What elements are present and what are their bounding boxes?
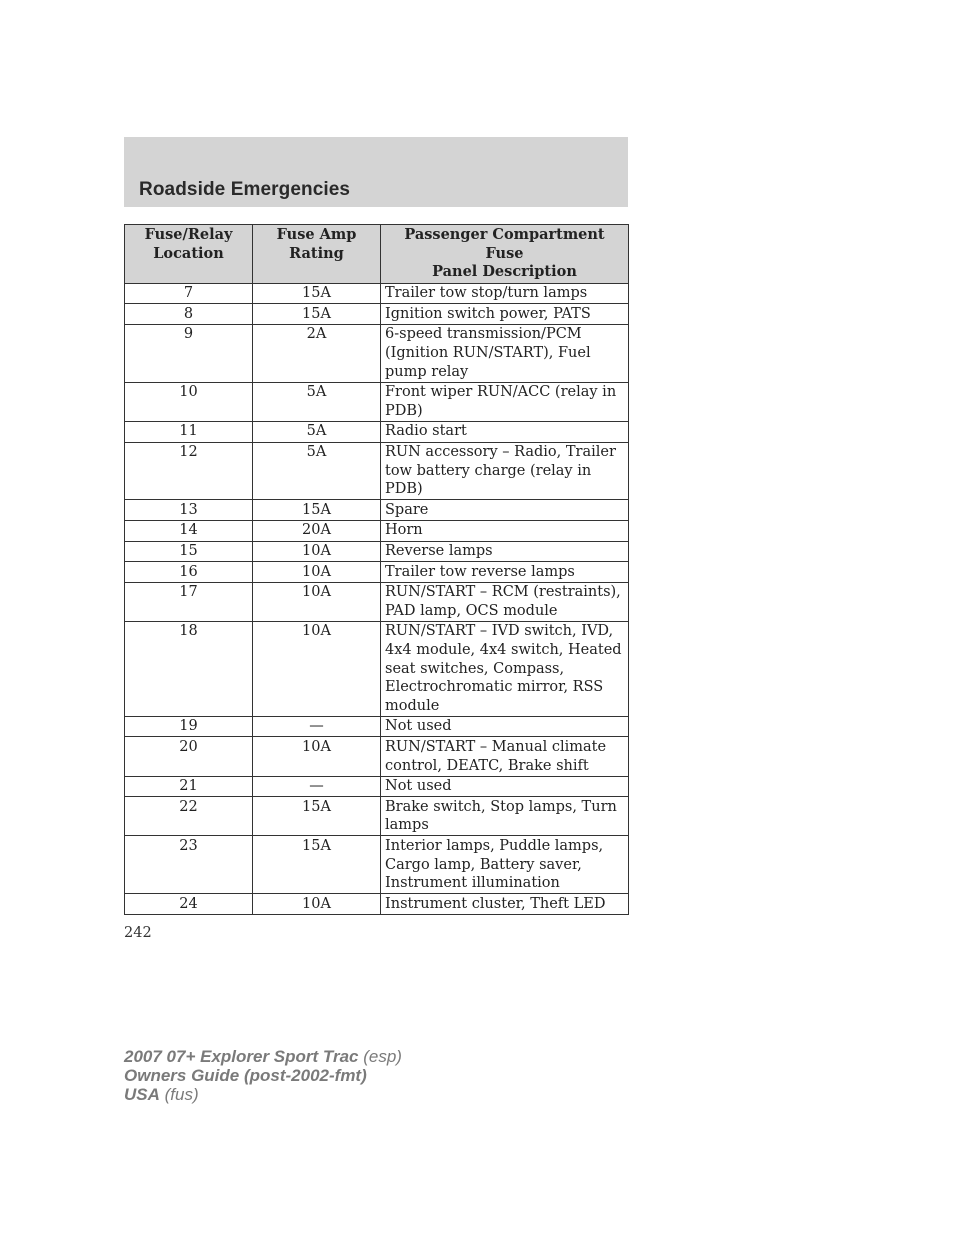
table-row bbox=[125, 562, 629, 583]
cell-description: RUN accessory – Radio, Trailer tow battery charge (relay in PDB) bbox=[381, 442, 629, 500]
table-row bbox=[125, 797, 629, 836]
footer-line-2: Owners Guide (post-2002-fmt) bbox=[124, 1066, 367, 1085]
cell-description: Trailer tow stop/turn lamps bbox=[381, 283, 629, 304]
cell-description: RUN/START – RCM (restraints), PAD lamp, OCS module bbox=[381, 582, 629, 621]
table-row bbox=[125, 421, 629, 442]
page-number: 242 bbox=[124, 925, 152, 941]
cell-description: Front wiper RUN/ACC (relay in PDB) bbox=[381, 382, 629, 421]
cell-description: Reverse lamps bbox=[381, 541, 629, 562]
cell-rating: 20A bbox=[253, 520, 381, 541]
cell-rating: 10A bbox=[253, 582, 381, 621]
table-row bbox=[125, 582, 629, 621]
cell-rating: 10A bbox=[253, 541, 381, 562]
cell-location: 24 bbox=[125, 894, 253, 915]
cell-rating: 10A bbox=[253, 621, 381, 716]
table-row bbox=[125, 382, 629, 421]
table-row bbox=[125, 894, 629, 915]
cell-description: Radio start bbox=[381, 421, 629, 442]
column-header-rating: Fuse Amp Rating bbox=[253, 225, 381, 284]
cell-location: 9 bbox=[125, 324, 253, 382]
section-header bbox=[124, 137, 628, 207]
document-footer bbox=[124, 1047, 402, 1104]
cell-location: 8 bbox=[125, 304, 253, 325]
cell-rating: — bbox=[253, 776, 381, 797]
cell-rating: 15A bbox=[253, 283, 381, 304]
column-header-description: Passenger Compartment Fuse Panel Description bbox=[381, 225, 629, 284]
cell-location: 13 bbox=[125, 500, 253, 521]
footer-line-1: 2007 07+ Explorer Sport Trac (esp) bbox=[124, 1047, 402, 1066]
cell-rating: 5A bbox=[253, 421, 381, 442]
cell-rating: 10A bbox=[253, 894, 381, 915]
fuse-table bbox=[124, 224, 629, 915]
cell-description: RUN/START – Manual climate control, DEATC, Brake shift bbox=[381, 737, 629, 776]
cell-description: Horn bbox=[381, 520, 629, 541]
cell-rating: 5A bbox=[253, 442, 381, 500]
cell-rating: 2A bbox=[253, 324, 381, 382]
cell-description: Spare bbox=[381, 500, 629, 521]
cell-rating: 10A bbox=[253, 562, 381, 583]
cell-description: Interior lamps, Puddle lamps, Cargo lamp, Battery saver, Instrument illumination bbox=[381, 836, 629, 894]
cell-description: RUN/START – IVD switch, IVD, 4x4 module, 4x4 switch, Heated seat switches, Compass, Electrochromatic mirror, RSS module bbox=[381, 621, 629, 716]
cell-rating: 15A bbox=[253, 500, 381, 521]
cell-description: Instrument cluster, Theft LED bbox=[381, 894, 629, 915]
table-row bbox=[125, 520, 629, 541]
table-row bbox=[125, 737, 629, 776]
cell-rating: 5A bbox=[253, 382, 381, 421]
cell-location: 11 bbox=[125, 421, 253, 442]
table-header-row bbox=[125, 225, 629, 284]
section-title: Roadside Emergencies bbox=[139, 179, 351, 200]
cell-location: 23 bbox=[125, 836, 253, 894]
cell-location: 22 bbox=[125, 797, 253, 836]
cell-location: 12 bbox=[125, 442, 253, 500]
table-row bbox=[125, 836, 629, 894]
cell-location: 17 bbox=[125, 582, 253, 621]
table-row bbox=[125, 304, 629, 325]
cell-description: Brake switch, Stop lamps, Turn lamps bbox=[381, 797, 629, 836]
table-row bbox=[125, 541, 629, 562]
cell-description: 6-speed transmission/PCM (Ignition RUN/START), Fuel pump relay bbox=[381, 324, 629, 382]
cell-description: Not used bbox=[381, 776, 629, 797]
cell-location: 14 bbox=[125, 520, 253, 541]
column-header-location: Fuse/Relay Location bbox=[125, 225, 253, 284]
table-row bbox=[125, 283, 629, 304]
cell-location: 15 bbox=[125, 541, 253, 562]
cell-location: 19 bbox=[125, 716, 253, 737]
table-row bbox=[125, 621, 629, 716]
cell-description: Not used bbox=[381, 716, 629, 737]
cell-rating: 10A bbox=[253, 737, 381, 776]
table-row bbox=[125, 776, 629, 797]
table-row bbox=[125, 500, 629, 521]
cell-rating: — bbox=[253, 716, 381, 737]
cell-location: 18 bbox=[125, 621, 253, 716]
cell-location: 21 bbox=[125, 776, 253, 797]
table-row bbox=[125, 716, 629, 737]
fuse-table-body bbox=[125, 283, 629, 914]
cell-description: Ignition switch power, PATS bbox=[381, 304, 629, 325]
table-row bbox=[125, 442, 629, 500]
cell-location: 7 bbox=[125, 283, 253, 304]
cell-location: 10 bbox=[125, 382, 253, 421]
table-row bbox=[125, 324, 629, 382]
cell-description: Trailer tow reverse lamps bbox=[381, 562, 629, 583]
cell-rating: 15A bbox=[253, 304, 381, 325]
cell-location: 16 bbox=[125, 562, 253, 583]
cell-rating: 15A bbox=[253, 836, 381, 894]
footer-line-3: USA (fus) bbox=[124, 1085, 199, 1104]
cell-location: 20 bbox=[125, 737, 253, 776]
cell-rating: 15A bbox=[253, 797, 381, 836]
